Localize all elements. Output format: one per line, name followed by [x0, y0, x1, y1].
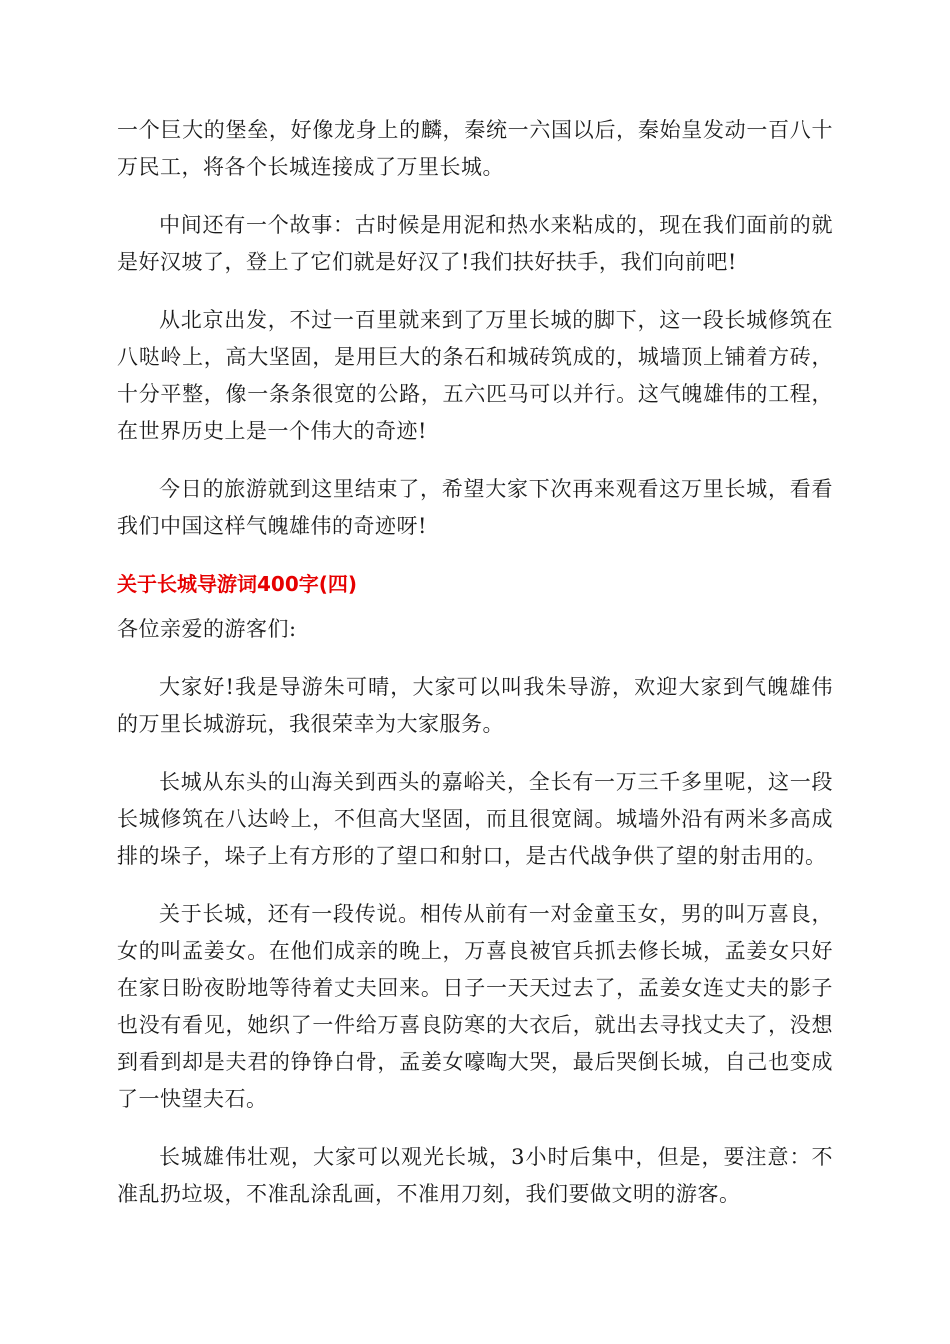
paragraph-great-wall-description: 长城从东头的山海关到西头的嘉峪关，全长有一万三千多里呢，这一段长城修筑在八达岭上，不但高大坚固，而且很宽阔。城墙外沿有两米多高成排的垛子，垛子上有方形的了望口和射口，是古代战争供了望的射击用的。 — [117, 770, 833, 868]
section-heading: 关于长城导游词400字(四) — [117, 572, 358, 596]
paragraph-continuation: 一个巨大的堡垒，好像龙身上的麟，秦统一六国以后，秦始皇发动一百八十万民工，将各个长城连接成了万里长城。 — [117, 118, 833, 179]
paragraph-legend: 关于长城，还有一段传说。相传从前有一对金童玉女，男的叫万喜良，女的叫孟姜女。在他们成亲的晚上，万喜良被官兵抓去修长城，孟姜女只好在家日盼夜盼地等待着丈夫回来。日子一天天过去了，孟姜女连丈夫的影子也没有看见，她织了一件给万喜良防寒的大衣后，就出去寻找丈夫了，没想到看到却是夫君的铮铮白骨，孟姜女嚎啕大哭，最后哭倒长城，自己也变成了一快望夫石。 — [117, 902, 833, 1111]
paragraph-story: 中间还有一个故事：古时候是用泥和热水来粘成的，现在我们面前的就是好汉坡了，登上了它们就是好汉了!我们扶好扶手，我们向前吧! — [117, 213, 833, 274]
document-body — [117, 112, 833, 1234]
paragraph-closing: 今日的旅游就到这里结束了，希望大家下次再来观看这万里长城，看看我们中国这样气魄雄伟的奇迹呀! — [117, 477, 833, 538]
salutation: 各位亲爱的游客们: — [117, 617, 297, 641]
paragraph-rules: 长城雄伟壮观，大家可以观光长城，3小时后集中，但是，要注意：不准乱扔垃圾，不准乱涂乱画，不准用刀刻，我们要做文明的游客。 — [117, 1145, 833, 1206]
paragraph-greeting: 大家好!我是导游朱可晴，大家可以叫我朱导游，欢迎大家到气魄雄伟的万里长城游玩，我很荣幸为大家服务。 — [117, 675, 833, 736]
paragraph-badaling: 从北京出发，不过一百里就来到了万里长城的脚下，这一段长城修筑在八哒岭上，高大坚固，是用巨大的条石和城砖筑成的，城墙顶上铺着方砖，十分平整，像一条条很宽的公路，五六匹马可以并行。这气魄雄伟的工程，在世界历史上是一个伟大的奇迹! — [117, 308, 833, 443]
